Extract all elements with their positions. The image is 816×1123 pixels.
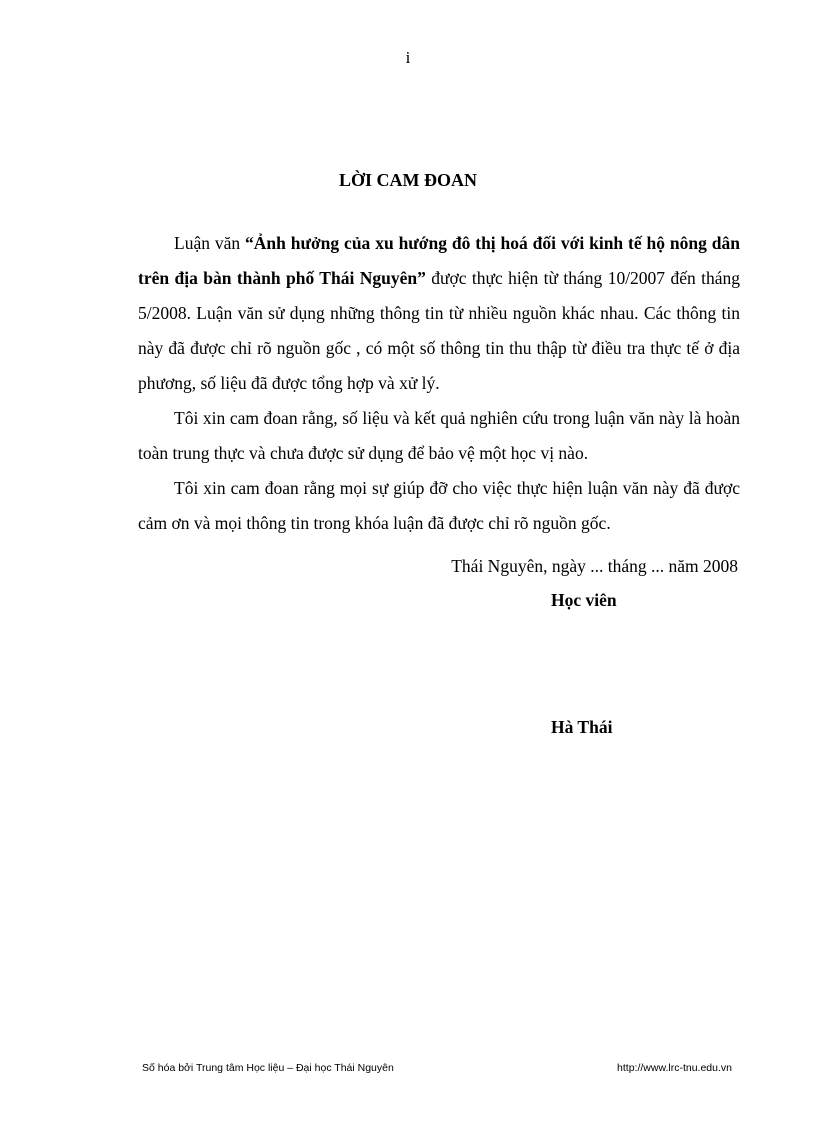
paragraph-2: Tôi xin cam đoan rằng, số liệu và kết quả nghiên cứu trong luận văn này là hoàn toàn trung thực và chưa được sử dụng để bảo vệ một học vị nào. bbox=[138, 408, 740, 463]
thesis-title: “Ảnh hưởng của xu hướng đô thị hoá đối với kinh tế hộ nông dân trên địa bàn thành phố Thái Nguyên” bbox=[138, 233, 740, 288]
signer-role: Học viên bbox=[551, 590, 617, 610]
page-number: i bbox=[405, 48, 411, 67]
place-date: Thái Nguyên, ngày ... tháng ... năm 2008 bbox=[451, 556, 738, 576]
declaration-body bbox=[138, 226, 740, 541]
paragraph-3: Tôi xin cam đoan rằng mọi sự giúp đỡ cho việc thực hiện luận văn này đã được cảm ơn và mọi thông tin trong khóa luận đã được chỉ rõ nguồn gốc. bbox=[138, 478, 740, 533]
paragraph-1-rest: được thực hiện từ tháng 10/2007 đến tháng 5/2008. Luận văn sử dụng những thông tin từ nhiều nguồn khác nhau. Các thông tin này đã được chỉ rõ nguồn gốc , có một số thông tin thu thập từ điều tra thực tế ở địa phương, số liệu đã được tổng hợp và xử lý. bbox=[138, 268, 740, 393]
footer bbox=[142, 1062, 732, 1074]
page-title: LỜI CAM ĐOAN bbox=[339, 170, 477, 190]
paragraph-1 bbox=[138, 226, 740, 401]
paragraph-1-lead: Luận văn bbox=[174, 233, 246, 253]
footer-url: http://www.lrc-tnu.edu.vn bbox=[617, 1062, 732, 1074]
signer-name: Hà Thái bbox=[551, 717, 613, 737]
footer-source: Số hóa bởi Trung tâm Học liệu – Đại học Thái Nguyên bbox=[142, 1062, 394, 1074]
